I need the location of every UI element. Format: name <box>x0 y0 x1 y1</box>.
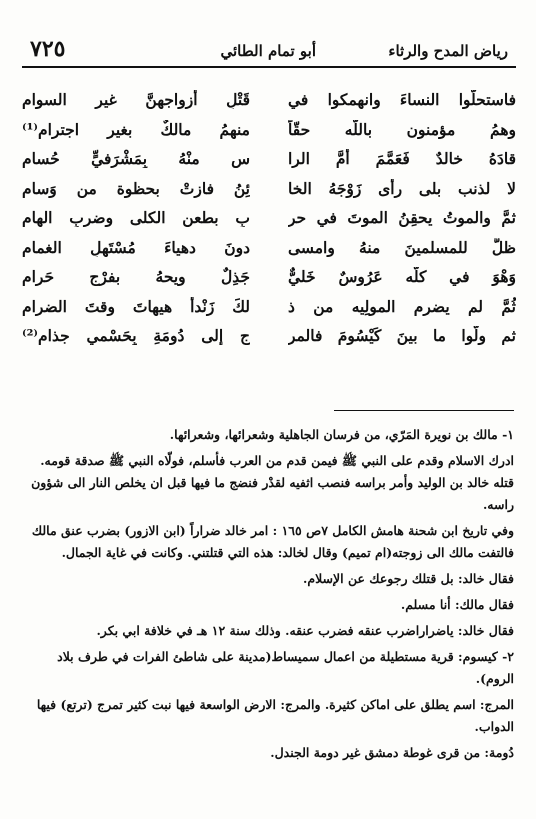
running-title: رياض المدح والرثاء <box>388 42 508 60</box>
second-hemistich: سِ منْهُ بِمَشْرَفيٍّ حُسام <box>22 149 250 168</box>
footnote-1-title: ١- مالك بن نويرة المَرّي، من فرسان الجاهلية وشعرائها، وشعرائها. <box>169 427 514 442</box>
page-number: ٧٢٥ <box>30 36 66 62</box>
poem <box>22 90 516 356</box>
first-hemistich: ثمَّ والموتُ يحقِنُ الموتَ في حر <box>288 208 516 227</box>
header-rule <box>22 66 516 68</box>
first-hemistich: ظلَّ للمسلمينَ منهُ وامسى <box>288 237 516 257</box>
second-hemistich: دونَ دهياءَ مُسْتَهلِ الغمام <box>22 237 250 257</box>
second-hemistich: لكَ زَنْدأ هيهاتَ وقتَ الضرام <box>22 296 250 316</box>
first-hemistich: وَهْوَ في كلّه عَرُوسٌ خَليٌّ <box>288 267 516 286</box>
footnote-1-dialogue-2: فقال مالك: أنا مسلم. <box>400 597 514 612</box>
first-hemistich: وهمُ مؤمنون باللّه حقّاً <box>288 119 516 139</box>
verse <box>22 238 516 268</box>
first-hemistich: ثُمَّ لم يضرِمِ المولِيه من ذ <box>288 296 516 316</box>
footnote-1-history: وفي تاريخ ابن شحنة هامش الكامل ٧ص ١٦٥ : امر خالد ضراراً (ابن الازور) بضرب عنق مالك فالتفت مالك الى زوجته(ام تميم) وقال لخالد: هذه التي قتلتني. وكانت في غاية الجمال. <box>31 523 514 560</box>
footnote-2-kaysum: ٢- كيسوم: قرية مستطيلة من اعمال سميساط(مدينة على شاطئ الفرات في طرف بلاد الروم). <box>57 649 514 686</box>
second-hemistich: بِ بطعنِ الكلى وضربِ الهام <box>22 208 250 227</box>
verse <box>22 267 516 297</box>
second-hemistich: منهمُ مالكٌ بغير اجترام⁽¹⁾ <box>22 119 250 139</box>
first-hemistich: فاستحلّوا النساءَ وانهمكوا في <box>288 90 516 109</box>
verse <box>22 208 516 238</box>
footnote-separator <box>334 410 514 411</box>
verse <box>22 297 516 327</box>
first-hemistich: ثم ولّوا ما بينَ كَيْسُومَ فالمر <box>288 326 516 345</box>
page-header <box>22 36 516 66</box>
footnote-1-dialogue-3: فقال خالد: ياضراراضرب عنقه فضرب عنقه. وذلك سنة ١٢ هـ في خلافة ابي بكر. <box>96 623 514 638</box>
author-name: أبو تمام الطائي <box>220 42 316 60</box>
verse <box>22 120 516 150</box>
verse <box>22 326 516 356</box>
footnote-1-dialogue-1: فقال خالد: بل قتلك رجوعك عن الإسلام. <box>303 571 514 586</box>
second-hemistich: جَذِلٌ ويحهُ بفرْجٍ حَرام <box>22 267 250 286</box>
verse <box>22 179 516 209</box>
footnote-1-body: ادرك الاسلام وقدم على النبي ﷺ فيمن قدم من العرب فأسلم، فولّاه النبي ﷺ صدقة قومه. قتله خالد بن الوليد وأمر براسه فنصب اثفيه لقدْر فنضج ما فيها قبل ان يخلص النار الى شؤون راسه. <box>31 453 514 512</box>
footnotes <box>22 424 514 768</box>
second-hemistich: قَتْلِ أزواجهنَّ غير السوام <box>22 90 250 109</box>
verse <box>22 149 516 179</box>
verse <box>22 90 516 120</box>
footnote-2-marj: المرج: اسم يطلق على اماكن كثيرة. والمرج: الارض الواسعة فيها نبت كثير تمرج (ترتع) فيها الدواب. <box>36 697 514 734</box>
second-hemistich: ئِنُ فازتْ بحظوة من وَسام <box>22 178 250 198</box>
second-hemistich: جِ إلى دُومَةِ بِحَسْمي جذام⁽²⁾ <box>22 326 250 345</box>
first-hemistich: لا لذنب بلى رأى زَوْجَهُ الخا <box>288 178 516 198</box>
footnote-2-duma: دُومة: من قرى غوطة دمشق غير دومة الجندل. <box>270 745 514 760</box>
first-hemistich: قادَهُ خالدٌ فَعَمَّمَ أُمَّ الرا <box>288 149 516 168</box>
